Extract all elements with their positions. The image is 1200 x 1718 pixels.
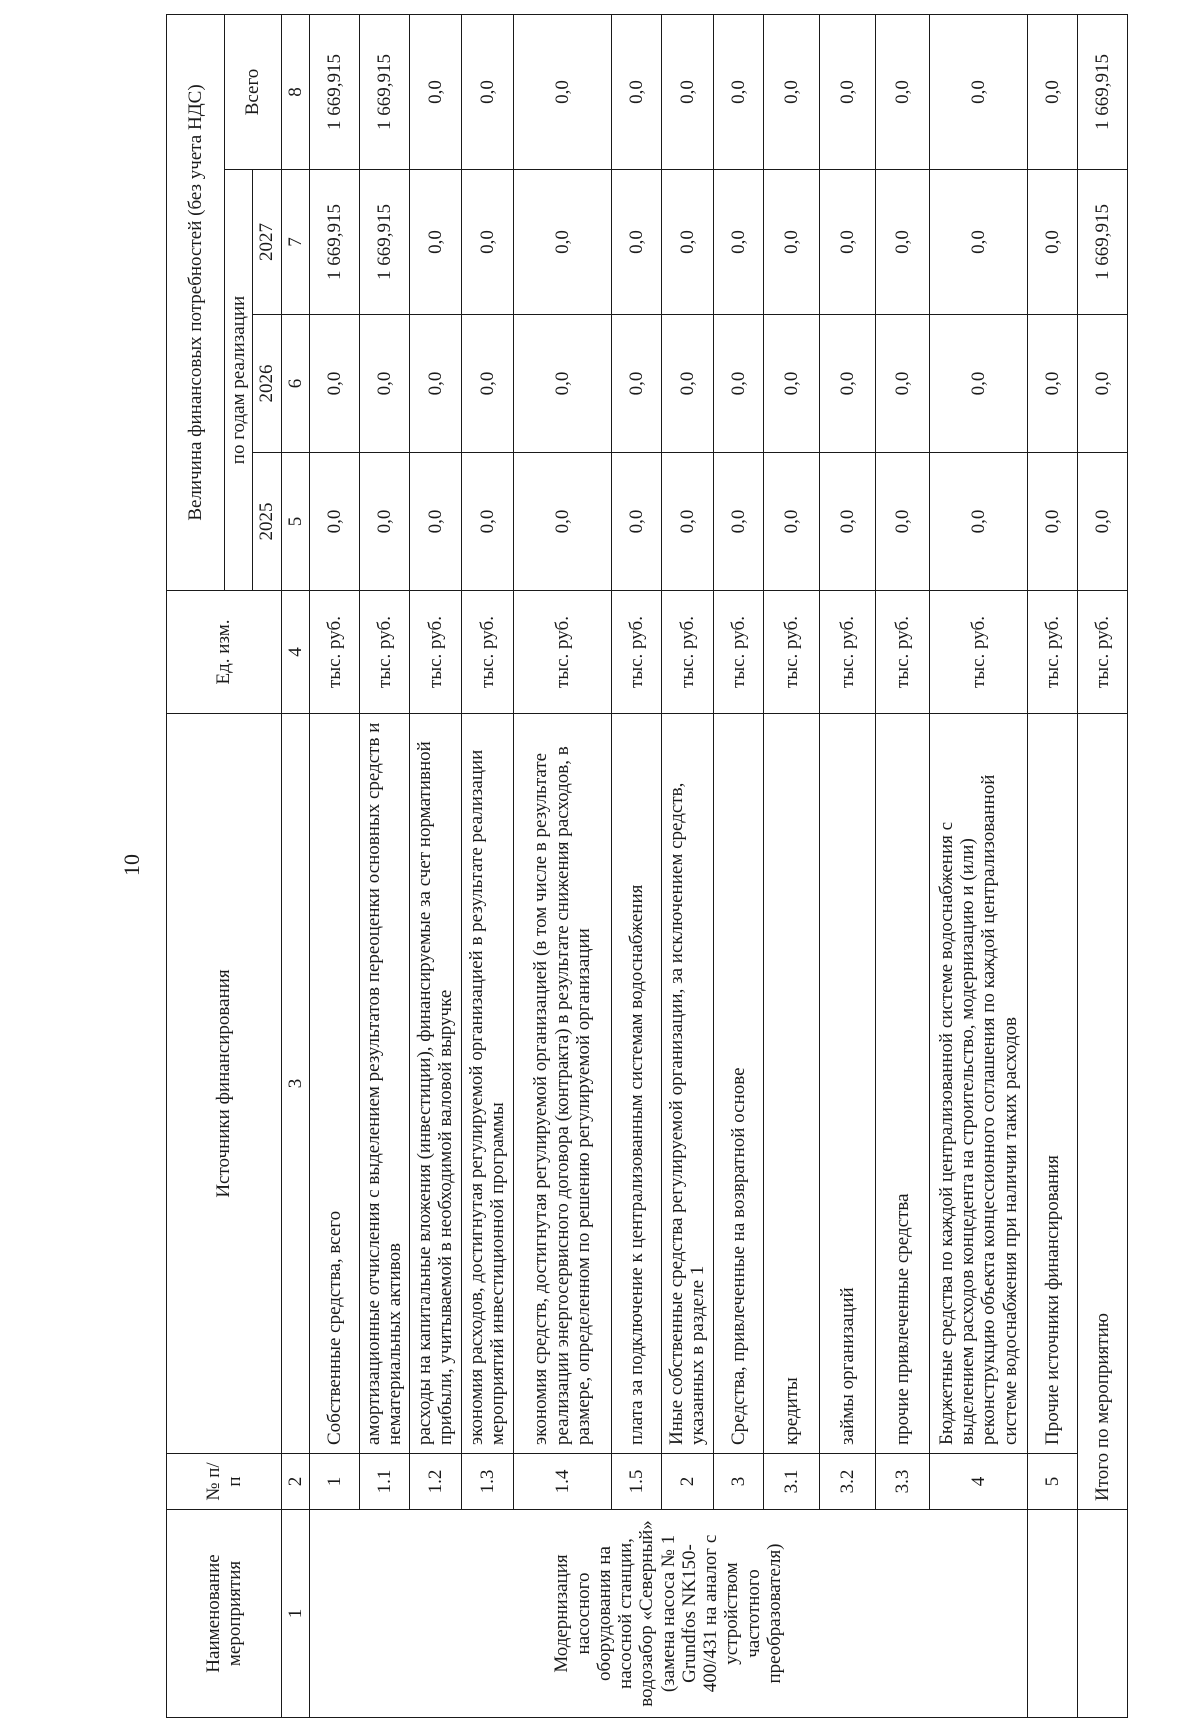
row-2025: 0,0 bbox=[661, 453, 713, 591]
table-row bbox=[611, 14, 661, 1717]
event-name-spacer bbox=[1027, 1510, 1077, 1718]
row-no: 3 bbox=[713, 1454, 763, 1510]
table-row bbox=[461, 14, 513, 1717]
row-total: 0,0 bbox=[819, 14, 875, 169]
row-total: 0,0 bbox=[513, 14, 611, 169]
row-no: 1.1 bbox=[359, 1454, 409, 1510]
row-2025: 0,0 bbox=[929, 453, 1027, 591]
row-2026: 0,0 bbox=[513, 315, 611, 453]
row-2026: 0,0 bbox=[359, 315, 409, 453]
row-unit: тыс. руб. bbox=[1027, 591, 1077, 714]
row-total: 0,0 bbox=[409, 14, 461, 169]
row-no: 1 bbox=[309, 1454, 359, 1510]
row-no: 3.2 bbox=[819, 1454, 875, 1510]
total-row bbox=[1077, 14, 1127, 1717]
col-number: 3 bbox=[281, 714, 309, 1454]
row-2025: 0,0 bbox=[763, 453, 819, 591]
row-2025: 0,0 bbox=[713, 453, 763, 591]
row-total: 0,0 bbox=[661, 14, 713, 169]
row-source: кредиты bbox=[763, 714, 819, 1454]
row-2026: 0,0 bbox=[461, 315, 513, 453]
header-year-2026: 2026 bbox=[253, 315, 281, 453]
column-number-row bbox=[281, 14, 309, 1717]
row-no: 1.4 bbox=[513, 1454, 611, 1510]
row-total: 0,0 bbox=[611, 14, 661, 169]
row-2027: 0,0 bbox=[763, 170, 819, 315]
row-2025: 0,0 bbox=[359, 453, 409, 591]
row-no: 1.5 bbox=[611, 1454, 661, 1510]
row-2027: 0,0 bbox=[713, 170, 763, 315]
row-unit: тыс. руб. bbox=[661, 591, 713, 714]
row-no: 5 bbox=[1027, 1454, 1077, 1510]
event-name-cell: Модернизация насосного оборудования на насосной станции, водозабор «Северный» (замена насоса № 1 Grundfos NK150-400/431 на аналог с устройством частотного преобразователя) bbox=[309, 1510, 1027, 1718]
row-unit: тыс. руб. bbox=[929, 591, 1027, 714]
row-2027: 0,0 bbox=[513, 170, 611, 315]
row-no: 1.2 bbox=[409, 1454, 461, 1510]
row-2027: 0,0 bbox=[611, 170, 661, 315]
header-unit: Ед. изм. bbox=[167, 591, 282, 714]
row-2027: 1 669,915 bbox=[359, 170, 409, 315]
row-unit: тыс. руб. bbox=[819, 591, 875, 714]
total-all: 1 669,915 bbox=[1077, 14, 1127, 169]
table-row bbox=[661, 14, 713, 1717]
row-no: 3.1 bbox=[763, 1454, 819, 1510]
row-2026: 0,0 bbox=[929, 315, 1027, 453]
row-2027: 0,0 bbox=[929, 170, 1027, 315]
row-unit: тыс. руб. bbox=[461, 591, 513, 714]
total-unit: тыс. руб. bbox=[1077, 591, 1127, 714]
row-2026: 0,0 bbox=[1027, 315, 1077, 453]
header-year-2025: 2025 bbox=[253, 453, 281, 591]
col-number: 1 bbox=[281, 1510, 309, 1718]
row-2025: 0,0 bbox=[513, 453, 611, 591]
row-source: экономия средств, достигнутая регулируемой организацией (в том числе в результате реализации энергосервисного договора (контракта) в результате снижения расходов, в размере, определенном по решению регулируемой организации bbox=[513, 714, 611, 1454]
table-row bbox=[819, 14, 875, 1717]
col-number: 4 bbox=[281, 591, 309, 714]
row-2026: 0,0 bbox=[309, 315, 359, 453]
table-row bbox=[359, 14, 409, 1717]
table-row bbox=[309, 14, 359, 1717]
table-row bbox=[513, 14, 611, 1717]
row-source: Средства, привлеченные на возвратной основе bbox=[713, 714, 763, 1454]
table-row bbox=[929, 14, 1027, 1717]
row-source: Прочие источники финансирования bbox=[1027, 714, 1077, 1454]
row-2025: 0,0 bbox=[611, 453, 661, 591]
row-2027: 0,0 bbox=[461, 170, 513, 315]
row-source: займы организаций bbox=[819, 714, 875, 1454]
row-total: 1 669,915 bbox=[309, 14, 359, 169]
event-name-spacer bbox=[1077, 1510, 1127, 1718]
row-2027: 1 669,915 bbox=[309, 170, 359, 315]
row-2026: 0,0 bbox=[713, 315, 763, 453]
row-no: 3.3 bbox=[875, 1454, 929, 1510]
row-2025: 0,0 bbox=[819, 453, 875, 591]
table-row bbox=[875, 14, 929, 1717]
row-unit: тыс. руб. bbox=[611, 591, 661, 714]
row-2026: 0,0 bbox=[875, 315, 929, 453]
row-2026: 0,0 bbox=[763, 315, 819, 453]
row-unit: тыс. руб. bbox=[875, 591, 929, 714]
row-2025: 0,0 bbox=[875, 453, 929, 591]
row-2027: 0,0 bbox=[819, 170, 875, 315]
col-number: 2 bbox=[281, 1454, 309, 1510]
row-unit: тыс. руб. bbox=[513, 591, 611, 714]
col-number: 7 bbox=[281, 170, 309, 315]
header-row-no: № п/п bbox=[167, 1454, 282, 1510]
total-2027: 1 669,915 bbox=[1077, 170, 1127, 315]
table-row bbox=[409, 14, 461, 1717]
row-2027: 0,0 bbox=[875, 170, 929, 315]
row-2026: 0,0 bbox=[661, 315, 713, 453]
row-total: 1 669,915 bbox=[359, 14, 409, 169]
header-source: Источники финансирования bbox=[167, 714, 282, 1454]
table-row bbox=[763, 14, 819, 1717]
table-row bbox=[1027, 14, 1077, 1717]
row-no: 2 bbox=[661, 1454, 713, 1510]
header-total: Всего bbox=[225, 14, 282, 169]
header-event-name: Наименование мероприятия bbox=[167, 1510, 282, 1718]
row-total: 0,0 bbox=[875, 14, 929, 169]
row-source: Иные собственные средства регулируемой организации, за исключением средств, указанных в разделе 1 bbox=[661, 714, 713, 1454]
header-year-2027: 2027 bbox=[253, 170, 281, 315]
row-2027: 0,0 bbox=[409, 170, 461, 315]
row-unit: тыс. руб. bbox=[409, 591, 461, 714]
header-row-1 bbox=[167, 14, 225, 1717]
row-source: Бюджетные средства по каждой централизованной системе водоснабжения с выделением расходов концедента на строительство, модернизацию и (или) реконструкцию объекта концессионного соглашения по каждой централизованной системе водоснабжения при наличии таких расходов bbox=[929, 714, 1027, 1454]
row-2026: 0,0 bbox=[409, 315, 461, 453]
col-number: 8 bbox=[281, 14, 309, 169]
row-2026: 0,0 bbox=[611, 315, 661, 453]
row-total: 0,0 bbox=[1027, 14, 1077, 169]
header-need-title: Величина финансовых потребностей (без учета НДС) bbox=[167, 14, 225, 590]
row-no: 4 bbox=[929, 1454, 1027, 1510]
total-2025: 0,0 bbox=[1077, 453, 1127, 591]
row-unit: тыс. руб. bbox=[713, 591, 763, 714]
row-2025: 0,0 bbox=[461, 453, 513, 591]
row-source: расходы на капитальные вложения (инвестиции), финансируемые за счет нормативной прибыли, учитываемой в необходимой валовой выручке bbox=[409, 714, 461, 1454]
table-row bbox=[713, 14, 763, 1717]
row-source: плата за подключение к централизованным системам водоснабжения bbox=[611, 714, 661, 1454]
row-unit: тыс. руб. bbox=[359, 591, 409, 714]
financing-table bbox=[166, 14, 1128, 1718]
row-source: прочие привлеченные средства bbox=[875, 714, 929, 1454]
row-total: 0,0 bbox=[461, 14, 513, 169]
rotated-table-container bbox=[166, 15, 1126, 1718]
row-source: Собственные средства, всего bbox=[309, 714, 359, 1454]
row-source: амортизационные отчисления с выделением результатов переоценки основных средств и нематериальных активов bbox=[359, 714, 409, 1454]
header-by-years: по годам реализации bbox=[225, 170, 253, 591]
row-unit: тыс. руб. bbox=[309, 591, 359, 714]
row-2025: 0,0 bbox=[409, 453, 461, 591]
row-2025: 0,0 bbox=[309, 453, 359, 591]
row-source: экономия расходов, достигнутая регулируемой организацией в результате реализации мероприятий инвестиционной программы bbox=[461, 714, 513, 1454]
row-unit: тыс. руб. bbox=[763, 591, 819, 714]
col-number: 5 bbox=[281, 453, 309, 591]
row-2027: 0,0 bbox=[661, 170, 713, 315]
row-no: 1.3 bbox=[461, 1454, 513, 1510]
col-number: 6 bbox=[281, 315, 309, 453]
row-2027: 0,0 bbox=[1027, 170, 1077, 315]
page-number: 10 bbox=[119, 854, 144, 876]
row-2026: 0,0 bbox=[819, 315, 875, 453]
row-2025: 0,0 bbox=[1027, 453, 1077, 591]
row-total: 0,0 bbox=[929, 14, 1027, 169]
total-2026: 0,0 bbox=[1077, 315, 1127, 453]
row-total: 0,0 bbox=[713, 14, 763, 169]
row-total: 0,0 bbox=[763, 14, 819, 169]
total-label: Итого по мероприятию bbox=[1077, 714, 1127, 1510]
